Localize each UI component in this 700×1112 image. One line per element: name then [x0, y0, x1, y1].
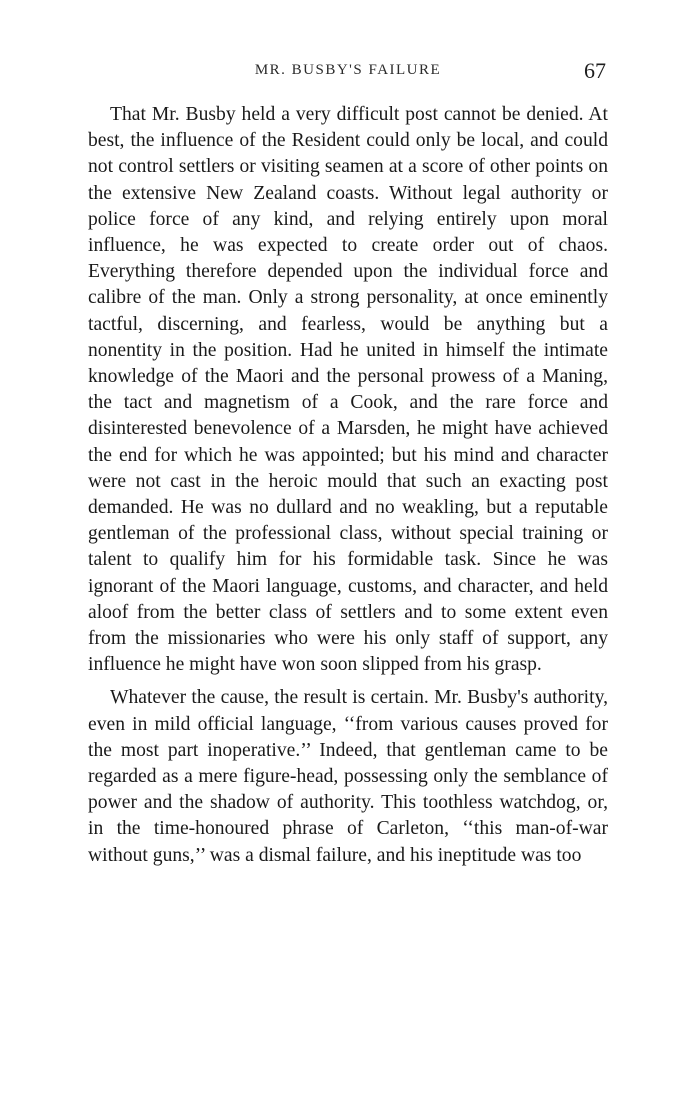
paragraph-busby-post: That Mr. Busby held a very difficult post cannot be denied. At best, the influence of the Resident could only be local, and could not control settlers or visiting seamen at a score of other points on the extensive New Zealand coasts. Without legal authority or police force of any kind, and relying entirely upon moral influence, he was expected to create order out of chaos. Everything therefore depended upon the individual force and calibre of the man. Only a strong personality, at once eminently tactful, discerning, and fearless, would be anything but a nonentity in the position. Had he united in himself the intimate knowledge of the Maori and the personal prowess of a Maning, the tact and magnetism of a Cook, and the rare force and disinterested benevolence of a Marsden, he might have achieved the end for which he was appointed; but his mind and character were not cast in the heroic mould that such an exacting post demanded. He was no dullard and no weakling, but a reputable gentleman of the professional class, without special training or talent to qualify him for his formidable task. Since he was ignorant of the Maori language, customs, and character, and held aloof from the better class of settlers and to some extent even from the missionaries who were his only staff of support, any influence he might have won soon slipped from his grasp.: [88, 104, 608, 676]
paragraph-busby-result: Whatever the cause, the result is certain. Mr. Busby's authority, even in mild official language, ‘‘from various causes proved for the most part inoperative.’’ Indeed, that gentleman came to be regarded as a mere figure-head, possessing only the semblance of power and the shadow of authority. This toothless watchdog, or, in the time-honoured phrase of Carleton, ‘‘this man-of-war without guns,’’ was a dismal failure, and his ineptitude was too: [88, 687, 608, 866]
running-head: [88, 58, 608, 88]
running-title: MR. BUSBY'S FAILURE: [254, 62, 442, 78]
page-number: 67: [584, 58, 606, 83]
body-text: [88, 102, 608, 869]
